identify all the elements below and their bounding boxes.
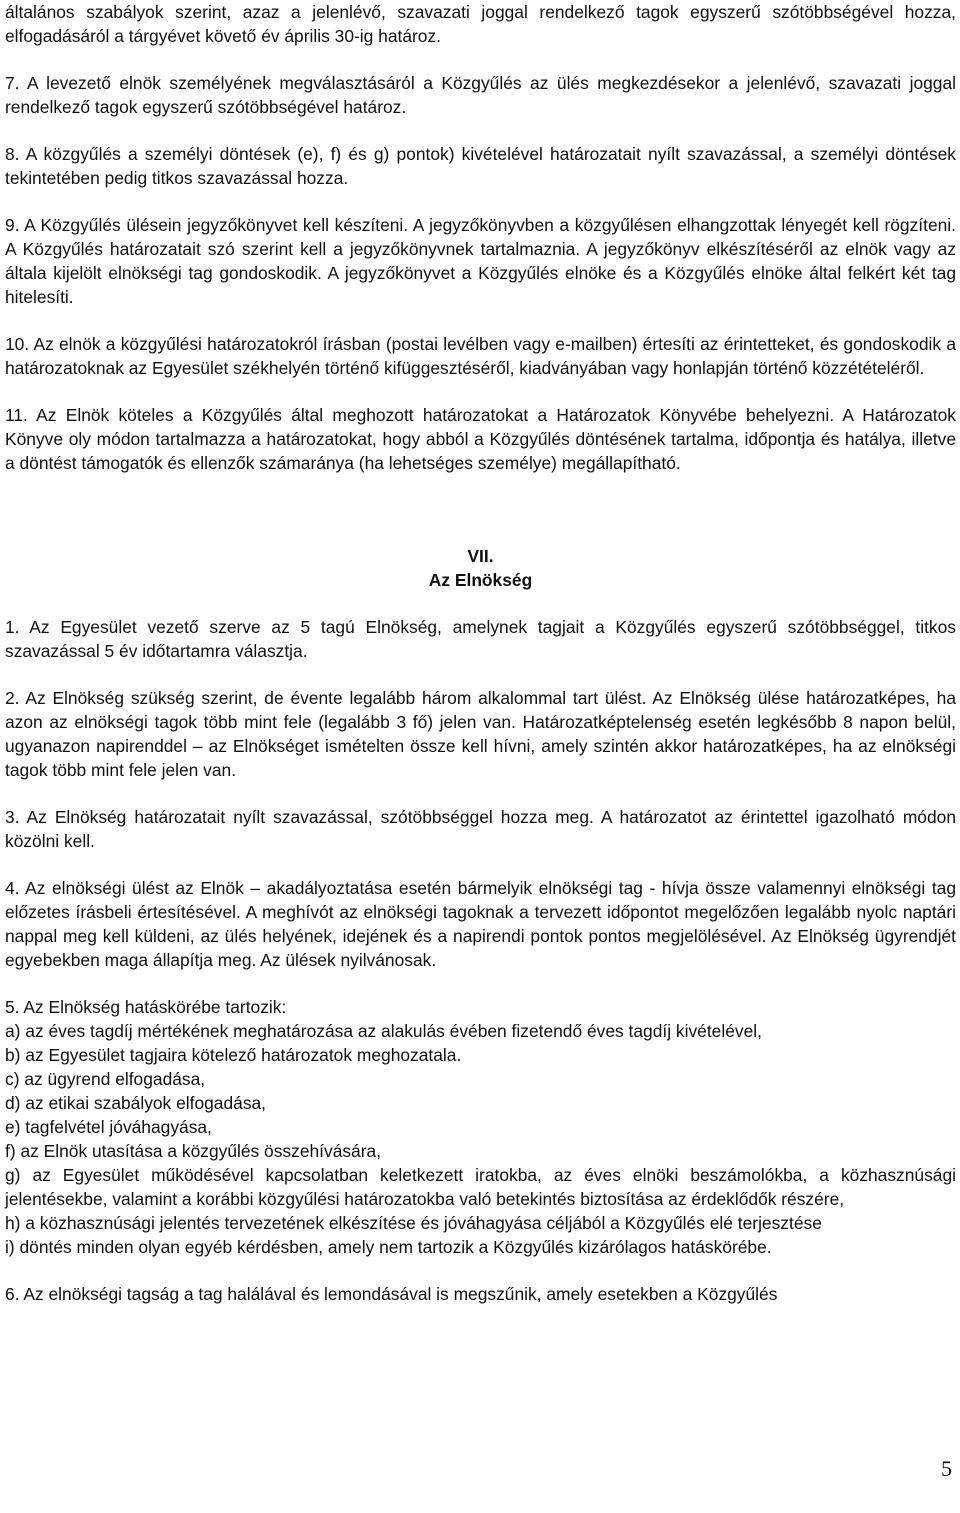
powers-intro: 5. Az Elnökség hatáskörébe tartozik: (5, 997, 287, 1017)
list-item: e) tagfelvétel jóváhagyása, (5, 1117, 212, 1137)
elnokseg-paragraph-4: 4. Az elnökségi ülést az Elnök – akadályoztatása esetén bármelyik elnökségi tag - hívja össze valamennyi elnökségi tag előzetes írásbeli értesítésével. A meghívót az elnökségi tagoknak a tervezett időpontot megelőzően legalább nyolc naptári nappal meg kell küldeni, az ülés helyének, idejének és a napirendi pontok pontos megjelölésével. Az Elnökség ügyrendjét egyebekben maga állapítja meg. Az ülések nyilvánosak. (5, 878, 956, 970)
paragraph-7: 7. A levezető elnök személyének megválasztásáról a Közgyűlés az ülés megkezdésekor a jelenlévő, szavazati joggal rendelkező tagok egyszerű szótöbbségével határoz. (5, 73, 956, 117)
paragraph-continuation: általános szabályok szerint, azaz a jelenlévő, szavazati joggal rendelkező tagok egyszerű szótöbbségével hozza, elfogadásáról a tárgyévet követő év április 30-ig határoz. (5, 2, 956, 46)
elnokseg-paragraph-3: 3. Az Elnökség határozatait nyílt szavazással, szótöbbséggel hozza meg. A határozatot az érintettel igazolható módon közölni kell. (5, 807, 956, 851)
paragraph-9: 9. A Közgyűlés ülésein jegyzőkönyvet kell készíteni. A jegyzőkönyvben a közgyűlésen elhangzottak lényegét kell rögzíteni. A Közgyűlés határozatait szó szerint kell a jegyzőkönyvnek tartalmaznia. A jegyzőkönyv elkészítéséről az elnök vagy az általa kijelölt elnökségi tag gondoskodik. A jegyzőkönyvet a Közgyűlés elnöke és a Közgyűlés elnöke által felkért két tag hitelesíti. (5, 215, 956, 307)
elnokseg-paragraph-1: 1. Az Egyesület vezető szerve az 5 tagú Elnökség, amelynek tagjait a Közgyűlés egyszerű szótöbbséggel, titkos szavazással 5 év időtartamra választja. (5, 617, 956, 661)
section-heading (5, 544, 956, 592)
elnokseg-powers-list (5, 995, 956, 1259)
list-item: d) az etikai szabályok elfogadása, (5, 1093, 267, 1113)
list-item: i) döntés minden olyan egyéb kérdésben, amely nem tartozik a Közgyűlés kizárólagos hatáskörébe. (5, 1237, 772, 1257)
page-number: 5 (941, 1456, 952, 1481)
list-item: g) az Egyesület működésével kapcsolatban keletkezett iratokba, az éves elnöki beszámolókba, a közhasznúsági jelentésekbe, valamint a korábbi közgyűlési határozatokba való betekintés biztosítása az érdeklődők részére, (5, 1165, 956, 1209)
section-title: Az Elnökség (428, 570, 533, 590)
document-page (5, 0, 956, 1306)
paragraph-8: 8. A közgyűlés a személyi döntések (e), f) és g) pontok) kivételével határozatait nyílt szavazással, a személyi döntések tekintetében pedig titkos szavazással hozza. (5, 144, 956, 188)
section-number: VII. (467, 546, 494, 566)
elnokseg-paragraph-6: 6. Az elnökségi tagság a tag halálával és lemondásával is megszűnik, amely esetekben a Közgyűlés (5, 1284, 778, 1304)
list-item: f) az Elnök utasítása a közgyűlés összehívására, (5, 1141, 382, 1161)
paragraph-11: 11. Az Elnök köteles a Közgyűlés által meghozott határozatokat a Határozatok Könyvébe behelyezni. A Határozatok Könyve oly módon tartalmazza a határozatokat, hogy abból a Közgyűlés döntésének tartalma, időpontja és hatálya, illetve a döntést támogatók és ellenzők számaránya (ha lehetséges személye) megállapítható. (5, 405, 956, 473)
elnokseg-paragraph-2: 2. Az Elnökség szükség szerint, de évente legalább három alkalommal tart ülést. Az Elnökség ülése határozatképes, ha azon az elnökségi tagok több mint fele (legalább 3 fő) jelen van. Határozatképtelenség esetén legkésőbb 8 napon belül, ugyanazon napirenddel – az Elnökséget ismételten össze kell hívni, amely szintén akkor határozatképes, ha az elnökségi tagok több mint fele jelen van. (5, 688, 956, 780)
paragraph-10: 10. Az elnök a közgyűlési határozatokról írásban (postai levélben vagy e-mailben) értesíti az érintetteket, és gondoskodik a határozatoknak az Egyesület székhelyén történő kifüggesztéséről, kiadványában vagy honlapján történő közzétételéről. (5, 334, 956, 378)
list-item: c) az ügyrend elfogadása, (5, 1069, 206, 1089)
list-item: a) az éves tagdíj mértékének meghatározása az alakulás évében fizetendő éves tagdíj kivételével, (5, 1021, 762, 1041)
list-item: h) a közhasznúsági jelentés tervezetének elkészítése és jóváhagyása céljából a Közgyűlés elé terjesztése (5, 1213, 822, 1233)
list-item: b) az Egyesület tagjaira kötelező határozatok meghozatala. (5, 1045, 462, 1065)
